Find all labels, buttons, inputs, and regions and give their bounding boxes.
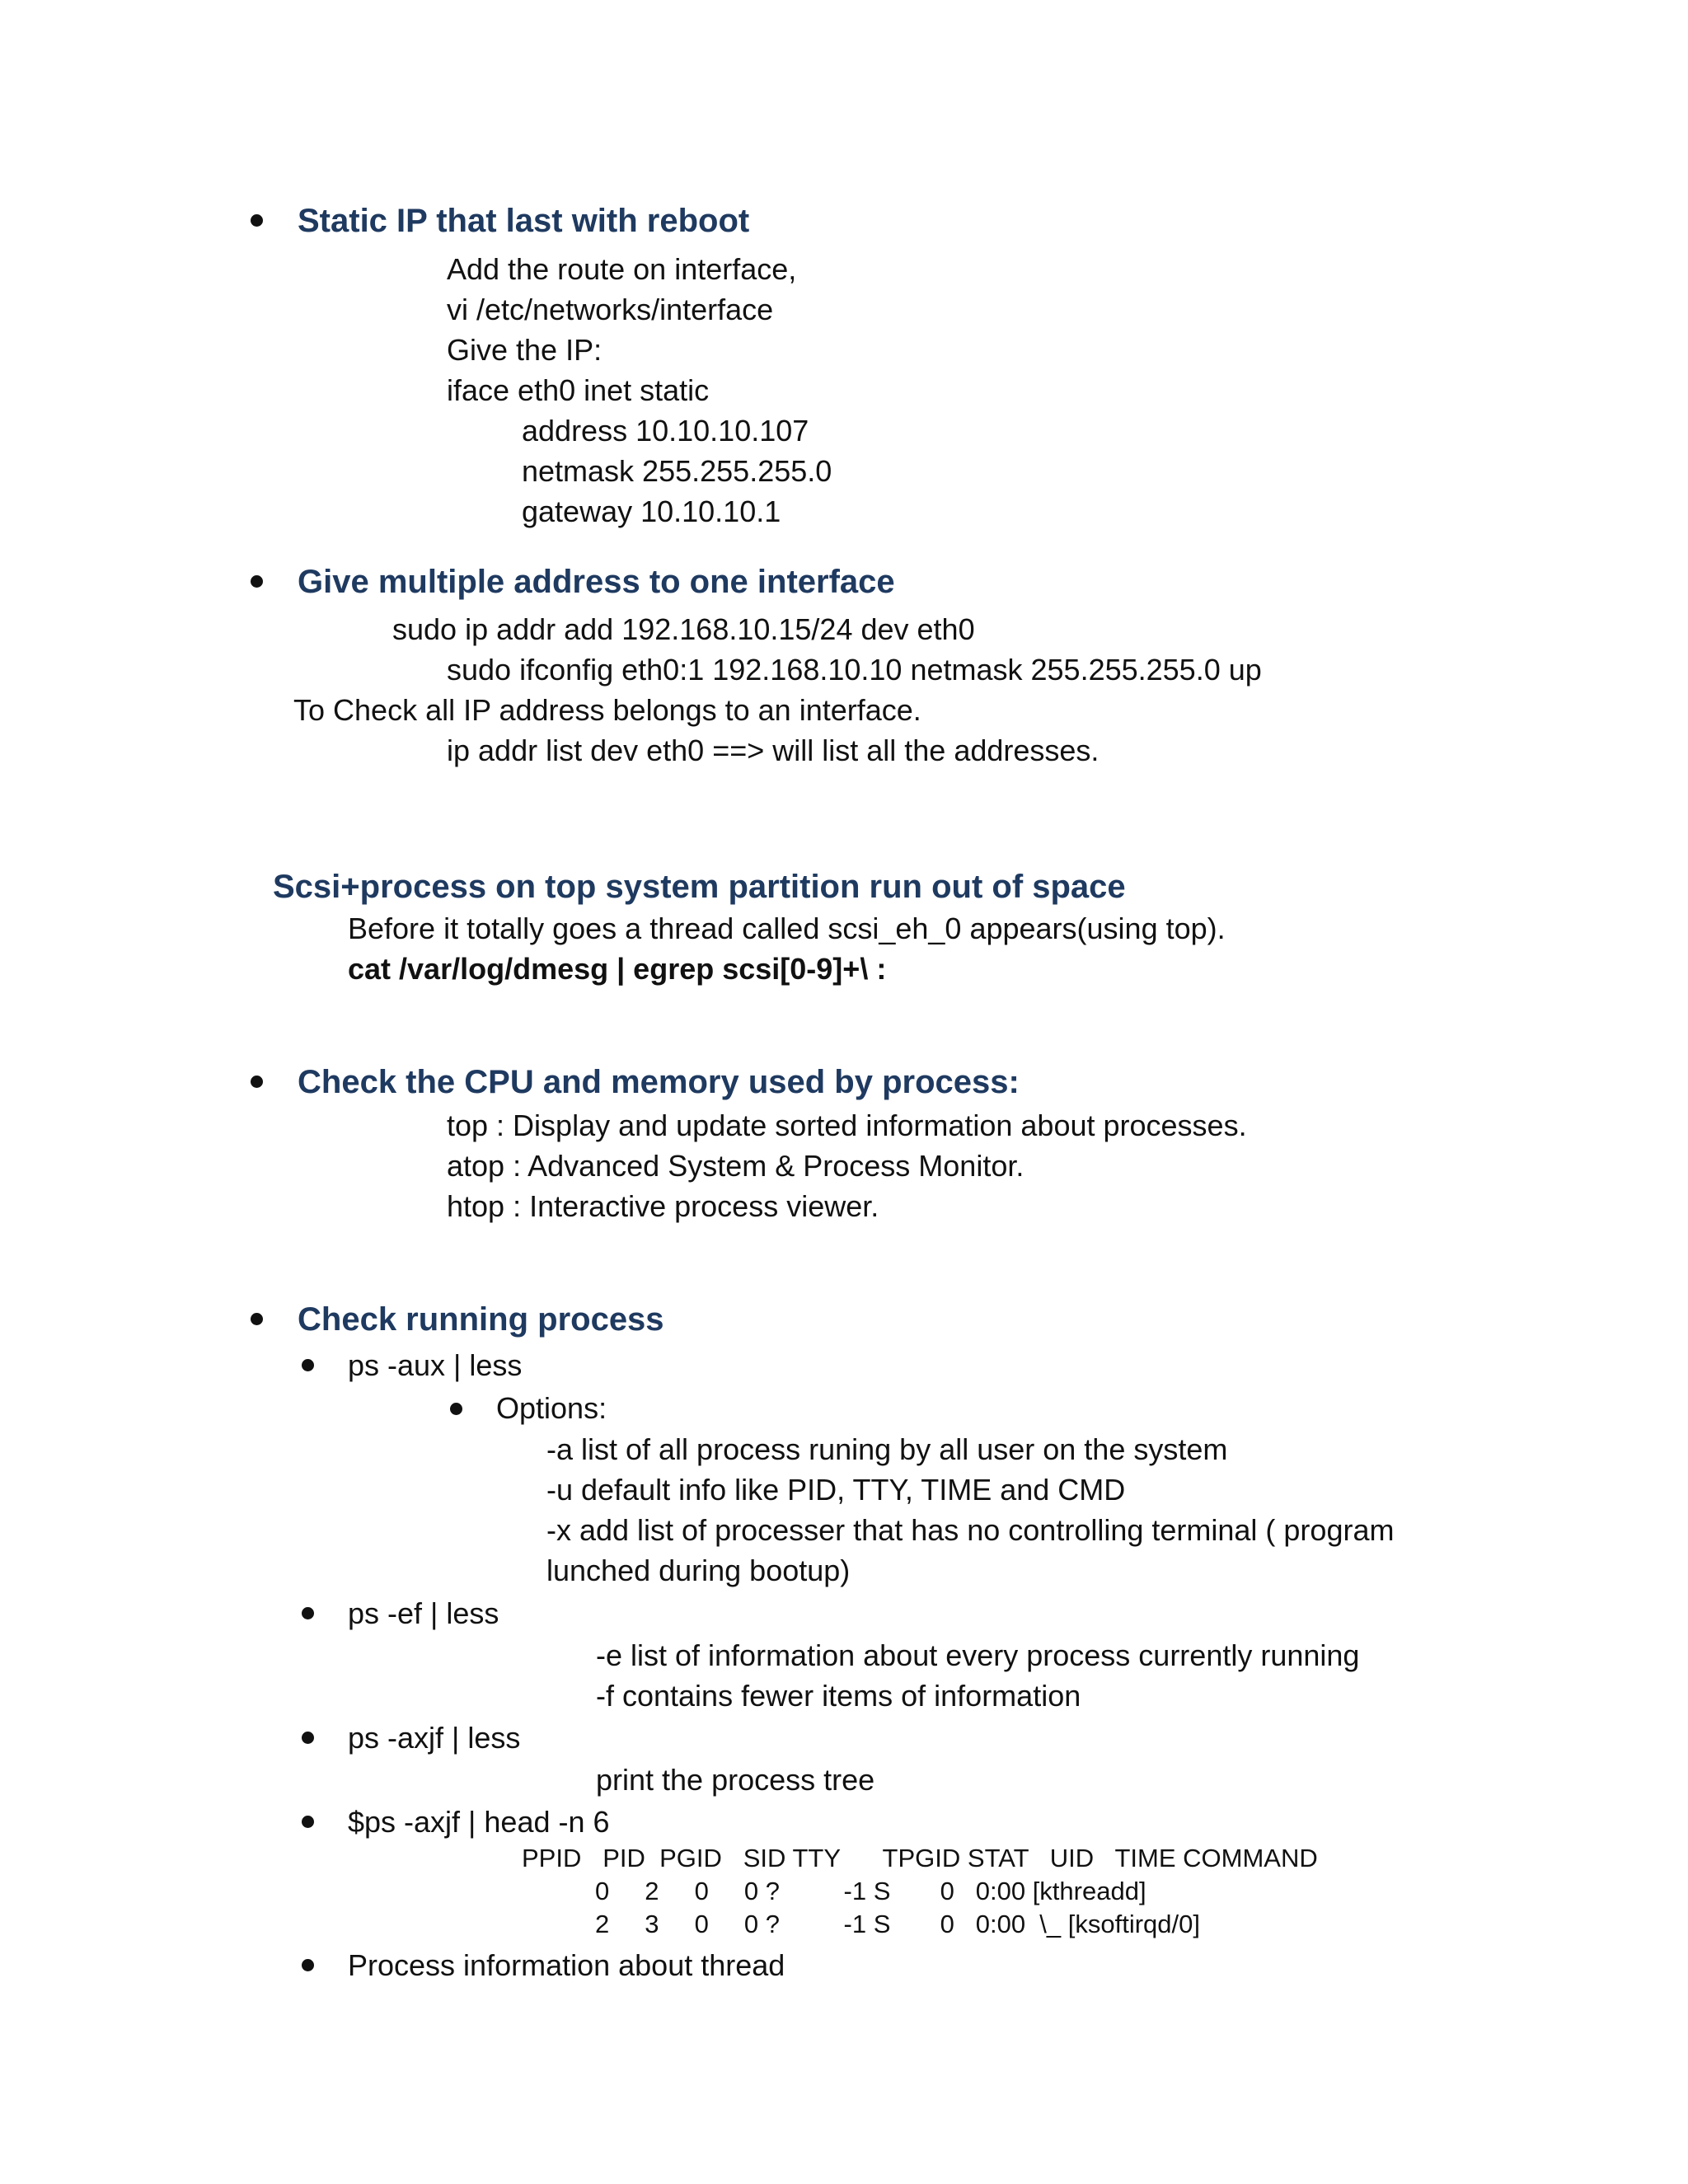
ps-ef-option-f: -f contains fewer items of information — [596, 1679, 1081, 1713]
heading-static-ip: Static IP that last with reboot — [298, 203, 750, 239]
static-ip-line-3: Give the IP: — [447, 333, 603, 367]
option-x-continued: lunched during bootup) — [546, 1554, 851, 1587]
ps-ef-option-e: -e list of information about every process currently running — [596, 1638, 1360, 1672]
process-table-row-1 — [595, 1877, 1146, 1906]
static-ip-line-4: iface eth0 inet static — [447, 373, 710, 407]
process-table-row-2 — [595, 1910, 1200, 1939]
multi-address-line-1: sudo ip addr add 192.168.10.15/24 dev eth0 — [392, 612, 975, 646]
cpu-line-htop: htop : Interactive process viewer. — [447, 1189, 879, 1223]
option-a: -a list of all process runing by all user on the system — [546, 1432, 1228, 1466]
static-ip-line-2: vi /etc/networks/interface — [447, 293, 774, 326]
ps-axjf-command: ps -axjf | less — [348, 1721, 521, 1755]
option-u: -u default info like PID, TTY, TIME and CMD — [546, 1473, 1126, 1507]
bullet-ps-head — [302, 1816, 314, 1828]
process-table-row-1-text: 0 2 0 0 ? -1 S 0 0:00 [kthreadd] — [595, 1877, 1146, 1905]
bullet-thread-info — [302, 1959, 314, 1971]
scsi-command: cat /var/log/dmesg | egrep scsi[0-9]+\ : — [348, 952, 887, 986]
bullet-static-ip — [251, 214, 263, 227]
static-ip-line-7: gateway 10.10.10.1 — [522, 494, 781, 528]
static-ip-line-6: netmask 255.255.255.0 — [522, 454, 832, 488]
ps-head-command: $ps -axjf | head -n 6 — [348, 1805, 610, 1839]
process-table-header-text: PPID PID PGID SID TTY TPGID STAT UID TIME COMMAND — [522, 1844, 1318, 1872]
cpu-line-atop: atop : Advanced System & Process Monitor. — [447, 1149, 1025, 1183]
heading-running-process: Check running process — [298, 1301, 664, 1338]
heading-cpu-memory: Check the CPU and memory used by process: — [298, 1064, 1020, 1100]
bullet-ps-ef — [302, 1607, 314, 1619]
options-label: Options: — [496, 1391, 607, 1425]
bullet-ps-axjf — [302, 1732, 314, 1744]
heading-multi-address: Give multiple address to one interface — [298, 564, 895, 600]
bullet-cpu-memory — [251, 1076, 263, 1088]
process-table-row-2-text: 2 3 0 0 ? -1 S 0 0:00 \_ [ksoftirqd/0] — [595, 1910, 1201, 1938]
thread-info: Process information about thread — [348, 1948, 785, 1982]
scsi-line-1: Before it totally goes a thread called scsi_eh_0 appears(using top). — [348, 912, 1226, 945]
ps-axjf-description: print the process tree — [596, 1763, 875, 1797]
multi-address-line-2: sudo ifconfig eth0:1 192.168.10.10 netmask 255.255.255.0 up — [447, 653, 1262, 687]
heading-scsi: Scsi+process on top system partition run out of space — [273, 869, 1126, 905]
bullet-ps-aux — [302, 1359, 314, 1371]
ps-ef-command: ps -ef | less — [348, 1596, 499, 1630]
option-x: -x add list of processer that has no controlling terminal ( program — [546, 1513, 1395, 1547]
multi-address-line-4: ip addr list dev eth0 ==> will list all the addresses. — [447, 733, 1100, 767]
static-ip-line-1: Add the route on interface, — [447, 252, 797, 286]
static-ip-line-5: address 10.10.10.107 — [522, 414, 809, 448]
bullet-running-process — [251, 1313, 263, 1325]
process-table-header — [522, 1844, 1318, 1873]
cpu-line-top: top : Display and update sorted information about processes. — [447, 1108, 1247, 1142]
bullet-options — [450, 1403, 462, 1415]
bullet-multi-address — [251, 575, 263, 588]
ps-aux-command: ps -aux | less — [348, 1348, 523, 1382]
multi-address-line-3: To Check all IP address belongs to an interface. — [293, 693, 921, 727]
